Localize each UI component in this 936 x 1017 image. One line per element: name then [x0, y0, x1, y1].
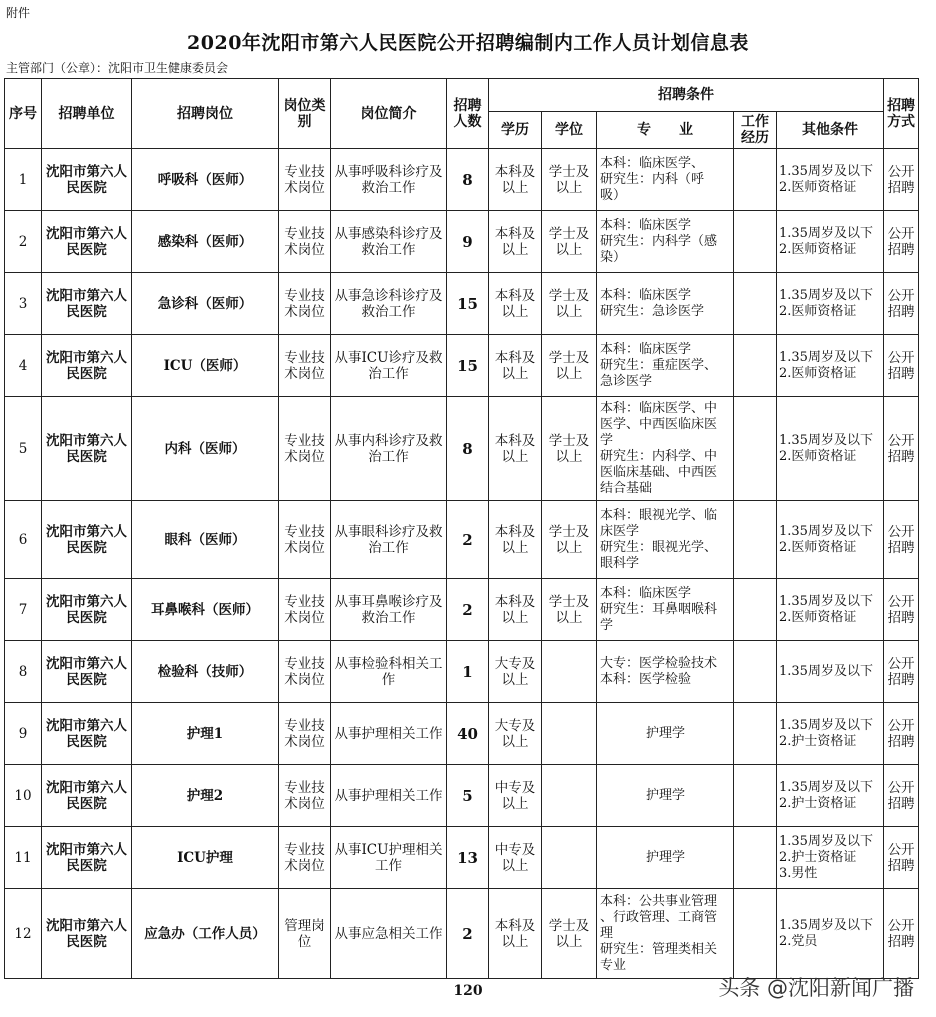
cell-major [597, 827, 734, 889]
cell-count: 1 [447, 641, 489, 703]
cell-major-line: 大专：医学检验技术 [600, 655, 718, 671]
cell-seq: 12 [5, 889, 42, 979]
cell-count: 8 [447, 149, 489, 211]
cell-other-line: 2.护士资格证 [779, 795, 857, 811]
cell-intro: 从事眼科诊疗及救治工作 [331, 501, 447, 579]
cell-post: 检验科（技师） [132, 641, 279, 703]
cell-education: 本科及以上 [489, 579, 542, 641]
cell-other [777, 579, 884, 641]
cell-post: 护理1 [132, 703, 279, 765]
cell-degree [542, 641, 597, 703]
cell-count: 9 [447, 211, 489, 273]
cell-major-line: 本科：临床医学 [600, 217, 692, 233]
cell-major-line: 本科：临床医学 [600, 287, 692, 303]
cell-seq: 9 [5, 703, 42, 765]
cell-other-line: 2.党员 [779, 933, 818, 949]
cell-major-line: 护理学 [645, 787, 685, 803]
cell-major-line: 研究生：管理类相关 [600, 941, 718, 957]
cell-major-line: 本科：临床医学、中 [600, 400, 718, 416]
cell-major-line: 结合基础 [600, 480, 653, 496]
table-body [5, 149, 919, 979]
department-line: 主管部门（公章）：沈阳市卫生健康委员会 [6, 61, 229, 75]
cell-major-line: 眼科学 [600, 555, 640, 571]
cell-method: 公开招聘 [884, 889, 919, 979]
cell-post: 感染科（医师） [132, 211, 279, 273]
table-row [5, 765, 919, 827]
cell-education: 本科及以上 [489, 211, 542, 273]
cell-other-line: 2.医师资格证 [779, 303, 857, 319]
cell-method: 公开招聘 [884, 211, 919, 273]
cell-post: 内科（医师） [132, 397, 279, 501]
table-row [5, 579, 919, 641]
cell-major-line: 医临床基础、中西医 [600, 464, 718, 480]
cell-unit: 沈阳市第六人民医院 [42, 335, 132, 397]
recruitment-table [4, 78, 919, 979]
cell-major-line: 学 [600, 432, 614, 448]
cell-seq: 8 [5, 641, 42, 703]
cell-experience [734, 765, 777, 827]
cell-degree: 学士及以上 [542, 335, 597, 397]
cell-education: 大专及以上 [489, 703, 542, 765]
cell-experience [734, 273, 777, 335]
cell-experience [734, 703, 777, 765]
cell-unit: 沈阳市第六人民医院 [42, 149, 132, 211]
cell-other-line: 1.35周岁及以下 [779, 349, 873, 365]
cell-major [597, 641, 734, 703]
cell-other-line: 1.35周岁及以下 [779, 717, 873, 733]
cell-type: 专业技术岗位 [279, 579, 331, 641]
cell-other-line: 1.35周岁及以下 [779, 779, 873, 795]
cell-major [597, 397, 734, 501]
table-row [5, 397, 919, 501]
cell-type: 专业技术岗位 [279, 703, 331, 765]
cell-unit: 沈阳市第六人民医院 [42, 501, 132, 579]
cell-major-line: 研究生：眼视光学、 [600, 539, 718, 555]
cell-type: 管理岗位 [279, 889, 331, 979]
cell-major-line: 本科：眼视光学、临 [600, 507, 718, 523]
table-row [5, 641, 919, 703]
cell-count: 5 [447, 765, 489, 827]
cell-other-line: 2.护士资格证 [779, 733, 857, 749]
cell-experience [734, 335, 777, 397]
cell-major [597, 765, 734, 827]
cell-seq: 11 [5, 827, 42, 889]
cell-other [777, 397, 884, 501]
cell-education: 中专及以上 [489, 827, 542, 889]
cell-experience [734, 397, 777, 501]
col-count: 招聘人数 [447, 79, 489, 149]
cell-method: 公开招聘 [884, 641, 919, 703]
cell-major-line: 床医学 [600, 523, 640, 539]
table-row [5, 889, 919, 979]
cell-experience [734, 149, 777, 211]
cell-experience [734, 889, 777, 979]
cell-method: 公开招聘 [884, 765, 919, 827]
cell-method: 公开招聘 [884, 149, 919, 211]
cell-education: 大专及以上 [489, 641, 542, 703]
cell-intro: 从事急诊科诊疗及救治工作 [331, 273, 447, 335]
cell-education: 中专及以上 [489, 765, 542, 827]
cell-major-line: 研究生：内科学（感 [600, 233, 718, 249]
cell-seq: 3 [5, 273, 42, 335]
cell-other-line: 2.医师资格证 [779, 539, 857, 555]
cell-other-line: 3.男性 [779, 865, 818, 881]
cell-other-line: 1.35周岁及以下 [779, 917, 873, 933]
cell-count: 15 [447, 273, 489, 335]
cell-degree: 学士及以上 [542, 889, 597, 979]
cell-major-line: 学 [600, 617, 614, 633]
table-row [5, 703, 919, 765]
cell-method: 公开招聘 [884, 501, 919, 579]
col-experience: 工作经历 [734, 112, 777, 149]
cell-type: 专业技术岗位 [279, 335, 331, 397]
cell-other [777, 641, 884, 703]
cell-intro: 从事呼吸科诊疗及救治工作 [331, 149, 447, 211]
cell-intro: 从事感染科诊疗及救治工作 [331, 211, 447, 273]
cell-intro: 从事检验科相关工作 [331, 641, 447, 703]
cell-method: 公开招聘 [884, 579, 919, 641]
cell-other-line: 1.35周岁及以下 [779, 663, 873, 679]
cell-intro: 从事耳鼻喉诊疗及救治工作 [331, 579, 447, 641]
cell-degree: 学士及以上 [542, 501, 597, 579]
cell-other-line: 2.医师资格证 [779, 179, 857, 195]
cell-other-line: 2.护士资格证 [779, 849, 857, 865]
col-post: 招聘岗位 [132, 79, 279, 149]
cell-major-line: 护理学 [645, 849, 685, 865]
cell-experience [734, 827, 777, 889]
cell-post: 应急办（工作人员） [132, 889, 279, 979]
cell-other-line: 1.35周岁及以下 [779, 833, 873, 849]
cell-major-line: 理 [600, 925, 614, 941]
cell-unit: 沈阳市第六人民医院 [42, 397, 132, 501]
cell-education: 本科及以上 [489, 149, 542, 211]
cell-type: 专业技术岗位 [279, 149, 331, 211]
cell-major-line: 染） [600, 249, 627, 265]
cell-degree: 学士及以上 [542, 149, 597, 211]
cell-major-line: 研究生：重症医学、 [600, 357, 718, 373]
cell-type: 专业技术岗位 [279, 641, 331, 703]
cell-count: 8 [447, 397, 489, 501]
cell-count: 15 [447, 335, 489, 397]
cell-other-line: 1.35周岁及以下 [779, 163, 873, 179]
col-conditions: 招聘条件 [489, 79, 884, 112]
table-row [5, 827, 919, 889]
cell-other-line: 1.35周岁及以下 [779, 432, 873, 448]
cell-major [597, 149, 734, 211]
cell-other-line: 2.医师资格证 [779, 609, 857, 625]
cell-degree [542, 827, 597, 889]
cell-major-line: 研究生：急诊医学 [600, 303, 705, 319]
cell-method: 公开招聘 [884, 397, 919, 501]
col-seq: 序号 [5, 79, 42, 149]
cell-experience [734, 501, 777, 579]
cell-post: 耳鼻喉科（医师） [132, 579, 279, 641]
cell-education: 本科及以上 [489, 273, 542, 335]
cell-intro: 从事应急相关工作 [331, 889, 447, 979]
cell-other [777, 889, 884, 979]
cell-degree: 学士及以上 [542, 397, 597, 501]
cell-major-line: 研究生：内科学、中 [600, 448, 718, 464]
cell-major-line: 吸） [600, 187, 627, 203]
cell-major [597, 273, 734, 335]
cell-seq: 4 [5, 335, 42, 397]
cell-intro: 从事内科诊疗及救治工作 [331, 397, 447, 501]
cell-major [597, 335, 734, 397]
cell-unit: 沈阳市第六人民医院 [42, 211, 132, 273]
cell-seq: 6 [5, 501, 42, 579]
cell-unit: 沈阳市第六人民医院 [42, 703, 132, 765]
page-title: 2020年沈阳市第六人民医院公开招聘编制内工作人员计划信息表 [187, 32, 749, 54]
table-row [5, 211, 919, 273]
cell-other-line: 1.35周岁及以下 [779, 593, 873, 609]
cell-major [597, 211, 734, 273]
cell-type: 专业技术岗位 [279, 501, 331, 579]
cell-major-line: 医学、中西医临床医 [600, 416, 718, 432]
cell-major-line: 本科：临床医学、 [600, 155, 705, 171]
cell-method: 公开招聘 [884, 335, 919, 397]
cell-major-line: 护理学 [645, 725, 685, 741]
cell-major-line: 本科：临床医学 [600, 585, 692, 601]
cell-major-line: 研究生：耳鼻咽喉科 [600, 601, 718, 617]
cell-unit: 沈阳市第六人民医院 [42, 889, 132, 979]
cell-unit: 沈阳市第六人民医院 [42, 827, 132, 889]
cell-type: 专业技术岗位 [279, 211, 331, 273]
cell-method: 公开招聘 [884, 273, 919, 335]
cell-education: 本科及以上 [489, 335, 542, 397]
cell-count: 2 [447, 501, 489, 579]
cell-education: 本科及以上 [489, 397, 542, 501]
cell-count: 2 [447, 579, 489, 641]
cell-degree: 学士及以上 [542, 211, 597, 273]
cell-type: 专业技术岗位 [279, 827, 331, 889]
col-education: 学历 [489, 112, 542, 149]
cell-intro: 从事ICU诊疗及救治工作 [331, 335, 447, 397]
cell-experience [734, 641, 777, 703]
cell-post: 护理2 [132, 765, 279, 827]
cell-unit: 沈阳市第六人民医院 [42, 765, 132, 827]
cell-type: 专业技术岗位 [279, 765, 331, 827]
cell-count: 40 [447, 703, 489, 765]
cell-other [777, 273, 884, 335]
cell-other [777, 765, 884, 827]
cell-method: 公开招聘 [884, 827, 919, 889]
cell-education: 本科及以上 [489, 889, 542, 979]
cell-degree: 学士及以上 [542, 579, 597, 641]
attachment-label: 附件 [6, 6, 31, 20]
cell-method: 公开招聘 [884, 703, 919, 765]
watermark: 头条 @沈阳新闻广播 [718, 976, 914, 1000]
cell-intro: 从事护理相关工作 [331, 765, 447, 827]
table-row [5, 149, 919, 211]
cell-experience [734, 579, 777, 641]
cell-other-line: 1.35周岁及以下 [779, 287, 873, 303]
cell-other [777, 827, 884, 889]
cell-intro: 从事ICU护理相关工作 [331, 827, 447, 889]
cell-other-line: 2.医师资格证 [779, 365, 857, 381]
cell-unit: 沈阳市第六人民医院 [42, 579, 132, 641]
cell-intro: 从事护理相关工作 [331, 703, 447, 765]
cell-other [777, 211, 884, 273]
cell-major [597, 501, 734, 579]
cell-post: ICU护理 [132, 827, 279, 889]
cell-major-line: 本科：医学检验 [600, 671, 692, 687]
cell-unit: 沈阳市第六人民医院 [42, 641, 132, 703]
cell-count: 13 [447, 827, 489, 889]
cell-post: 呼吸科（医师） [132, 149, 279, 211]
cell-seq: 10 [5, 765, 42, 827]
cell-seq: 7 [5, 579, 42, 641]
cell-major-line: 急诊医学 [600, 373, 653, 389]
cell-degree [542, 703, 597, 765]
col-intro: 岗位简介 [331, 79, 447, 149]
cell-seq: 5 [5, 397, 42, 501]
table-row [5, 501, 919, 579]
cell-degree: 学士及以上 [542, 273, 597, 335]
col-unit: 招聘单位 [42, 79, 132, 149]
cell-count: 2 [447, 889, 489, 979]
cell-seq: 1 [5, 149, 42, 211]
cell-major-line: 本科：公共事业管理 [600, 893, 718, 909]
col-degree: 学位 [542, 112, 597, 149]
cell-post: ICU（医师） [132, 335, 279, 397]
cell-other-line: 2.医师资格证 [779, 448, 857, 464]
col-major: 专 业 [597, 112, 734, 149]
col-type: 岗位类别 [279, 79, 331, 149]
col-other: 其他条件 [777, 112, 884, 149]
cell-other-line: 1.35周岁及以下 [779, 523, 873, 539]
table-row [5, 273, 919, 335]
cell-major-line: 、行政管理、工商管 [600, 909, 718, 925]
cell-unit: 沈阳市第六人民医院 [42, 273, 132, 335]
cell-seq: 2 [5, 211, 42, 273]
cell-major-line: 研究生：内科（呼 [600, 171, 705, 187]
cell-major [597, 579, 734, 641]
col-method: 招聘方式 [884, 79, 919, 149]
cell-education: 本科及以上 [489, 501, 542, 579]
table-row [5, 335, 919, 397]
cell-other-line: 1.35周岁及以下 [779, 225, 873, 241]
cell-post: 急诊科（医师） [132, 273, 279, 335]
cell-experience [734, 211, 777, 273]
cell-post: 眼科（医师） [132, 501, 279, 579]
cell-other [777, 501, 884, 579]
cell-other [777, 149, 884, 211]
cell-other [777, 703, 884, 765]
cell-other-line: 2.医师资格证 [779, 241, 857, 257]
cell-other [777, 335, 884, 397]
cell-degree [542, 765, 597, 827]
cell-major-line: 专业 [600, 957, 627, 973]
cell-major [597, 889, 734, 979]
cell-type: 专业技术岗位 [279, 273, 331, 335]
cell-type: 专业技术岗位 [279, 397, 331, 501]
cell-major [597, 703, 734, 765]
page-number: 120 [453, 983, 483, 999]
cell-major-line: 本科：临床医学 [600, 341, 692, 357]
